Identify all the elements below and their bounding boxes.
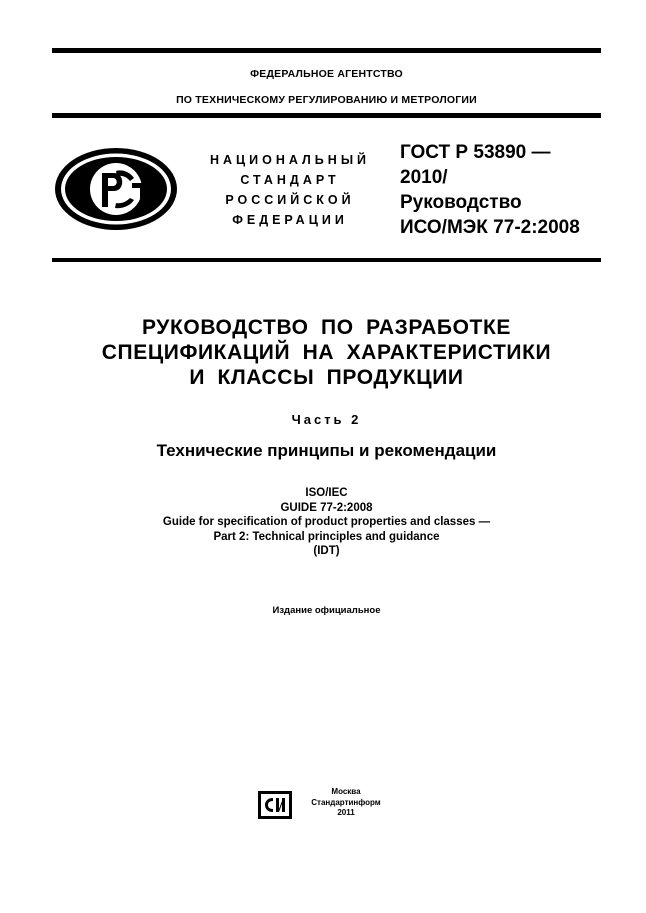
agency-line-2: ПО ТЕХНИЧЕСКОМУ РЕГУЛИРОВАНИЮ И МЕТРОЛОГИИ [176,94,477,106]
title-line-1: РУКОВОДСТВО ПО РАЗРАБОТКЕ [141,316,512,339]
standard-designation [400,140,600,240]
top-rule [52,48,601,53]
publisher-year: 2011 [337,808,355,817]
iso-reference [52,486,601,559]
publisher-block [296,787,396,819]
iso-line-1: ISO/IEC [305,487,348,499]
standard-type-line-3: РОССИЙСКОЙ [225,193,355,207]
part-number: Часть 2 [291,412,362,427]
title-line-2: СПЕЦИФИКАЦИЙ НА ХАРАКТЕРИСТИКИ [101,341,552,364]
publisher-logo-lettering: СИ [257,790,259,791]
designation-line-3: Руководство [400,192,522,213]
agency-line-1: ФЕДЕРАЛЬНОЕ АГЕНТСТВО [250,68,403,80]
edition-label: Издание официальное [272,605,381,616]
standartinform-logo-icon [257,790,293,820]
gost-r-logo-icon [52,145,180,233]
designation-line-2: 2010/ [400,167,448,188]
header-bottom-rule [52,113,601,118]
iso-line-5: (IDT) [313,545,340,557]
iso-line-4: Part 2: Technical principles and guidance [213,530,440,543]
designation-bottom-rule [52,258,601,262]
title-line-3: И КЛАССЫ ПРОДУКЦИИ [189,366,464,389]
publisher-name: Стандартинформ [311,797,381,807]
logo-lettering: РСТ [52,145,54,146]
publisher-city: Москва [331,787,361,796]
standard-type-line-1: НАЦИОНАЛЬНЫЙ [209,153,371,167]
standard-type-line-4: ФЕДЕРАЦИИ [232,213,348,227]
document-subtitle: Технические принципы и рекомендации [156,441,497,460]
designation-line-4: ИСО/МЭК 77-2:2008 [400,217,580,238]
iso-line-3: Guide for specification of product properties and classes — [162,516,491,528]
iso-line-2: GUIDE 77-2:2008 [280,501,373,514]
document-title [52,315,601,390]
standard-type [200,150,380,230]
designation-line-1: ГОСТ Р 53890 — [400,142,551,163]
standard-type-line-2: СТАНДАРТ [240,173,340,187]
